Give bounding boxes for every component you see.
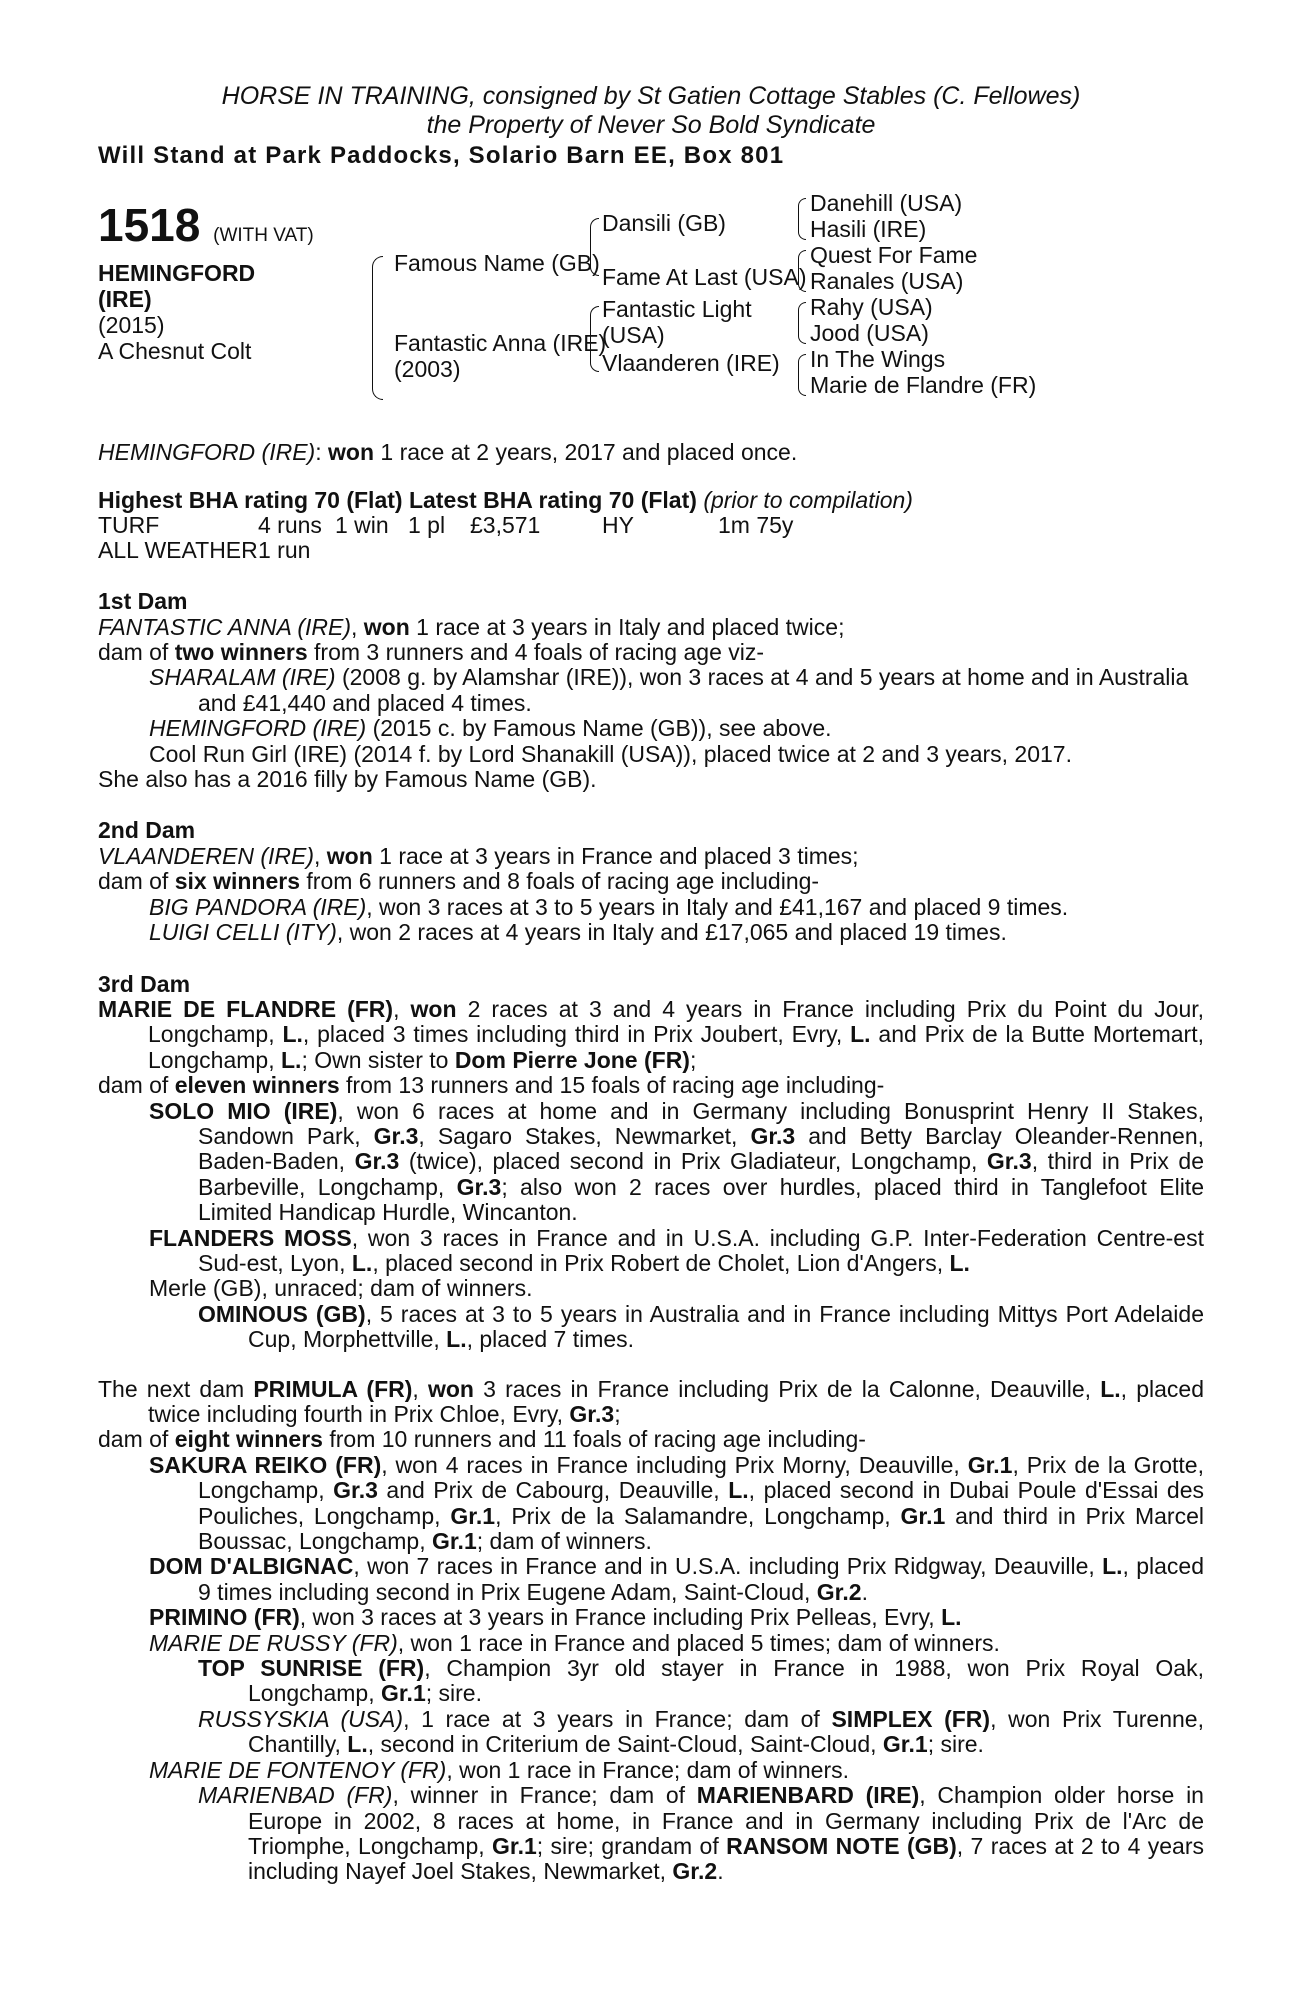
progeny-entry: RUSSYSKIA (USA), 1 race at 3 years in France; dam of SIMPLEX (FR), won Prix Turenne, Chantilly, L., second in Criterium de Saint-Cloud, Saint-Cloud, Gr.1; sire. xyxy=(198,1705,1204,1758)
dsd: Jood (USA) xyxy=(810,320,929,347)
all-weather-row: ALL WEATHER 1 run xyxy=(98,537,311,564)
turf-row: TURF 4 runs 1 win 1 pl £3,571 HY 1m 75y xyxy=(98,512,794,539)
catalogue-page xyxy=(98,82,1204,1885)
dam-dam: Vlaanderen (IRE) xyxy=(602,350,780,377)
sdd: Ranales (USA) xyxy=(810,268,964,295)
brace-dam-line xyxy=(590,306,599,372)
dss: Rahy (USA) xyxy=(810,294,933,321)
first-dam-section: 1st Dam FANTASTIC ANNA (IRE), won 1 race at 3 years in Italy and placed twice; dam of two winners from 3 runners and 4 foals of racing age viz- SHARALAM (IRE) (2008 g. by Alamshar (IRE)), won 3 races at 4 and 5 years at home and in Australia and £41,440 and placed 4 times. HEMINGFORD (IRE) (2015 c. by Famous Name (GB)), see above. Cool Run Girl (IRE) (2014 f. by Lord Shanakill (USA)), placed twice at 2 and 3 years, 2017. She also has a 2016 filly by Famous Name (GB). xyxy=(98,589,1204,792)
property-line: the Property of Never So Bold Syndicate xyxy=(426,111,876,139)
lot-number-row xyxy=(98,199,314,259)
brace-gen1 xyxy=(372,256,383,400)
brace-g3-4 xyxy=(798,354,806,396)
progeny-entry: SOLO MIO (IRE), won 6 races at home and in Germany including Bonusprint Henry II Stakes, Sandown Park, Gr.3, Sagaro Stakes, Newmarket, Gr.3 and Betty Barclay Oleander-Rennen, Baden-Baden, Gr.3 (twice), placed second in Prix Gladiateur, Longchamp, Gr.3, third in Prix de Barbeville, Longchamp, Gr.3; also won 2 races over hurdles, placed third in Tanglefoot Elite Limited Handicap Hurdle, Wincanton. xyxy=(149,1097,1205,1226)
sire: Famous Name (GB) xyxy=(394,250,600,277)
ratings-block xyxy=(98,488,1204,563)
horse-name: HEMINGFORD xyxy=(98,260,256,287)
pedigree-block xyxy=(98,190,1204,440)
section-heading: 2nd Dam xyxy=(98,817,196,844)
progeny-entry: Cool Run Girl (IRE) (2014 f. by Lord Shanakill (USA)), placed twice at 2 and 3 years, 2017. xyxy=(149,740,1072,767)
progeny-entry: FLANDERS MOSS, won 3 races in France and in U.S.A. including G.P. Inter-Federation Centre-est Sud-est, Lyon, L., placed second in Prix Robert de Cholet, Lion d'Angers, L. xyxy=(149,1224,1204,1276)
sss: Danehill (USA) xyxy=(810,190,963,217)
progeny-entry: OMINOUS (GB), 5 races at 3 to 5 years in Australia and in France including Mittys Port Adelaide Cup, Morphettville, L., placed 7 times. xyxy=(198,1300,1204,1353)
sds: Quest For Fame xyxy=(810,242,978,269)
third-dam-record: MARIE DE FLANDRE (FR), won 2 races at 3 and 4 years in France including Prix du Point du Jour, Longchamp, L., placed 3 times including third in Prix Joubert, Evry, L. and Prix de la Butte Mortemart, Longchamp, L.; Own sister to Dom Pierre Jone (FR); xyxy=(98,995,1205,1073)
ratings-note: (prior to compilation) xyxy=(703,486,913,513)
dam-b: (2003) xyxy=(394,356,461,383)
progeny-entry: MARIE DE RUSSY (FR), won 1 race in France and placed 5 times; dam of winners. xyxy=(149,1629,1000,1656)
brace-g3-2 xyxy=(798,250,806,292)
ddd: Marie de Flandre (FR) xyxy=(810,372,1037,399)
progeny-entry: Merle (GB), unraced; dam of winners. xyxy=(149,1275,533,1302)
brace-sire-line xyxy=(590,218,599,276)
progeny-entry: BIG PANDORA (IRE), won 3 races at 3 to 5 years in Italy and £41,167 and placed 9 times. xyxy=(149,893,1069,920)
progeny-entry: MARIENBAD (FR), winner in France; dam of MARIENBARD (IRE), Champion older horse in Europe in 2002, 8 races at home, in France and in Germany including Prix de l'Arc de Triomphe, Longchamp, Gr.1; sire; grandam of RANSOM NOTE (GB), 7 races at 2 to 4 years including Nayef Joel Stakes, Newmarket, Gr.2. xyxy=(198,1782,1205,1885)
progeny-entry: SHARALAM (IRE) (2008 g. by Alamshar (IRE)), won 3 races at 4 and 5 years at home and in Australia and £41,440 and placed 4 times. xyxy=(149,664,1189,716)
consignor-line: HORSE IN TRAINING, consigned by St Gatien Cottage Stables (C. Fellowes) xyxy=(221,82,1081,110)
dam-sire-a: Fantastic Light xyxy=(602,296,752,323)
progeny-entry: LUIGI CELLI (ITY), won 2 races at 4 years in Italy and £17,065 and placed 19 times. xyxy=(149,919,1007,946)
lot-number: 1518 xyxy=(98,199,201,252)
stand-location: Will Stand at Park Paddocks, Solario Barn EE, Box 801 xyxy=(98,142,785,169)
dds: In The Wings xyxy=(810,346,946,373)
vat-note: (WITH VAT) xyxy=(213,225,314,247)
next-dam-record: The next dam PRIMULA (FR), won 3 races in France including Prix de la Calonne, Deauville, L., placed twice including fourth in Prix Chloe, Evry, Gr.3; xyxy=(98,1375,1204,1427)
section-heading: 1st Dam xyxy=(98,588,188,615)
next-dam-section: The next dam PRIMULA (FR), won 3 races in France including Prix de la Calonne, Deauville, L., placed twice including fourth in Prix Chloe, Evry, Gr.3; dam of eight winners from 10 runners and 11 foals of racing age including- SAKURA REIKO (FR), won 4 races in France including Prix Morny, Deauville, Gr.1, Prix de la Grotte, Longchamp, Gr.3 and Prix de Cabourg, Deauville, L., placed second in Dubai Poule d'Essai des Pouliches, Longchamp, Gr.1, Prix de la Salamandre, Longchamp, Gr.1 and third in Prix Marcel Boussac, Longchamp, Gr.1; dam of winners. DOM D'ALBIGNAC, won 7 races in France and in U.S.A. including Prix Ridgway, Deauville, L., placed 9 times including second in Prix Eugene Adam, Saint-Cloud, Gr.2. PRIMINO (FR), won 3 races at 3 years in France including Prix Pelleas, Evry, L. MARIE DE RUSSY (FR), won 1 race in France and placed 5 times; dam of winners. TOP SUNRISE (FR), Champion 3yr old stayer in France in 1988, won Prix Royal Oak, Longchamp, Gr.1; sire. RUSSYSKIA (USA), 1 race at 3 years in France; dam of SIMPLEX (FR), won Prix Turenne, Chantilly, L., second in Criterium de Saint-Cloud, Saint-Cloud, Gr.1; sire. MARIE DE FONTENOY (FR), won 1 race in France; dam of winners. MARIENBAD (FR), winner in France; dam of MARIENBARD (IRE), Champion older horse in Europe in 2002, 8 races at home, in France and in Germany including Prix de l'Arc de Triomphe, Longchamp, Gr.1; sire; grandam of RANSOM NOTE (GB), 7 races at 2 to 4 years including Nayef Joel Stakes, Newmarket, Gr.2. xyxy=(98,1375,1205,1885)
horse-country: (IRE) xyxy=(98,286,152,313)
progeny-entry: PRIMINO (FR), won 3 races at 3 years in France including Prix Pelleas, Evry, L. xyxy=(149,1604,962,1631)
section-heading: 3rd Dam xyxy=(98,970,191,997)
progeny-entry: HEMINGFORD (IRE) (2015 c. by Famous Name (GB)), see above. xyxy=(149,715,832,742)
sire-dam: Fame At Last (USA) xyxy=(602,264,807,291)
dam-a: Fantastic Anna (IRE) xyxy=(394,330,607,357)
dam-sire-b: (USA) xyxy=(602,322,665,349)
race-summary: HEMINGFORD (IRE): won 1 race at 2 years, 2017 and placed once. xyxy=(98,439,798,466)
progeny-entry: DOM D'ALBIGNAC, won 7 races in France and in U.S.A. including Prix Ridgway, Deauville, L., placed 9 times including second in Prix Eugene Adam, Saint-Cloud, Gr.2. xyxy=(149,1553,1204,1605)
foaling-year: (2015) xyxy=(98,312,165,339)
third-dam-section: 3rd Dam MARIE DE FLANDRE (FR), won 2 races at 3 and 4 years in France including Prix du Point du Jour, Longchamp, L., placed 3 times including third in Prix Joubert, Evry, L. and Prix de la Butte Mortemart, Longchamp, L.; Own sister to Dom Pierre Jone (FR); dam of eleven winners from 13 runners and 15 foals of racing age including- SOLO MIO (IRE), won 6 races at home and in Germany including Bonusprint Henry II Stakes, Sandown Park, Gr.3, Sagaro Stakes, Newmarket, Gr.3 and Betty Barclay Oleander-Rennen, Baden-Baden, Gr.3 (twice), placed second in Prix Gladiateur, Longchamp, Gr.3, third in Prix de Barbeville, Longchamp, Gr.3; also won 2 races over hurdles, placed third in Tanglefoot Elite Limited Handicap Hurdle, Wincanton. FLANDERS MOSS, won 3 races in France and in U.S.A. including G.P. Inter-Federation Centre-est Sud-est, Lyon, L., placed second in Prix Robert de Cholet, Lion d'Angers, L. Merle (GB), unraced; dam of winners. OMINOUS (GB), 5 races at 3 to 5 years in Australia and in France including Mittys Port Adelaide Cup, Morphettville, L., placed 7 times. xyxy=(98,970,1205,1353)
bha-ratings: Highest BHA rating 70 (Flat) Latest BHA rating 70 (Flat) xyxy=(98,486,697,513)
brace-g3-3 xyxy=(798,302,806,344)
ssd: Hasili (IRE) xyxy=(810,216,927,243)
progeny-entry: SAKURA REIKO (FR), won 4 races in France including Prix Morny, Deauville, Gr.1, Prix de la Grotte, Longchamp, Gr.3 and Prix de Cabourg, Deauville, L., placed second in Dubai Poule d'Essai des Pouliches, Longchamp, Gr.1, Prix de la Salamandre, Longchamp, Gr.1 and third in Prix Marcel Boussac, Longchamp, Gr.1; dam of winners. xyxy=(149,1451,1204,1555)
horse-description: A Chesnut Colt xyxy=(98,338,252,365)
progeny-entry: MARIE DE FONTENOY (FR), won 1 race in France; dam of winners. xyxy=(149,1756,849,1783)
sire-sire: Dansili (GB) xyxy=(602,210,726,237)
second-dam-section: 2nd Dam VLAANDEREN (IRE), won 1 race at 3 years in France and placed 3 times; dam of six winners from 6 runners and 8 foals of racing age including- BIG PANDORA (IRE), won 3 races at 3 to 5 years in Italy and £41,167 and placed 9 times. LUIGI CELLI (ITY), won 2 races at 4 years in Italy and £17,065 and placed 19 times. xyxy=(98,818,1204,945)
brace-g3-1 xyxy=(798,198,806,240)
progeny-entry: TOP SUNRISE (FR), Champion 3yr old stayer in France in 1988, won Prix Royal Oak, Longchamp, Gr.1; sire. xyxy=(198,1655,1204,1707)
